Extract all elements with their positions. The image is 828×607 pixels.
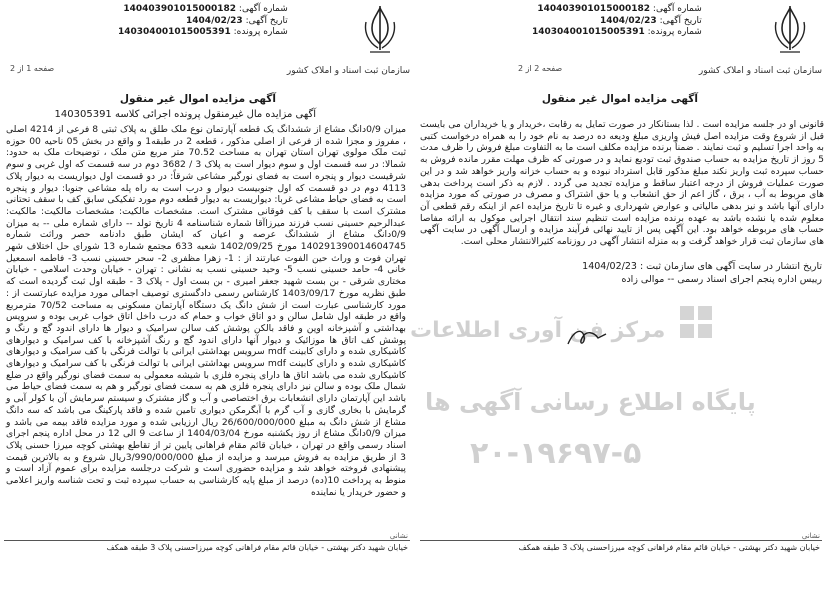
notice-date: 1404/02/23 bbox=[186, 15, 243, 26]
watermark-logo-icon bbox=[680, 306, 712, 338]
watermark-line-3: ۲۰-۱۹۶۹۷-۵ bbox=[470, 436, 642, 471]
notice-date-label: تاریخ آگهی: bbox=[659, 15, 702, 26]
iran-emblem-icon bbox=[356, 4, 404, 56]
notice-number-label: شماره آگهی: bbox=[238, 4, 288, 14]
notice-body bbox=[420, 119, 824, 248]
notice-number: 140403901015000182 bbox=[537, 4, 651, 14]
iran-emblem-icon bbox=[766, 4, 814, 56]
office-address: خیابان شهید دکتر بهشتی - خیابان قائم مقام فراهانی کوچه میرزاحسنی پلاک 3 طبقه همکف bbox=[106, 543, 408, 552]
address-tag: نشانی bbox=[801, 532, 820, 540]
file-number-label: شماره پرونده: bbox=[647, 27, 702, 37]
page-number: صفحه 1 از 2 bbox=[10, 64, 55, 73]
page-title: آگهی مزایده اموال غیر منقول bbox=[541, 93, 698, 105]
office-address: خیابان شهید دکتر بهشتی - خیابان قائم مقام فراهانی کوچه میرزاحسنی پلاک 3 طبقه همکف bbox=[518, 543, 820, 552]
org-name: سازمان ثبت اسناد و املاک کشور bbox=[698, 66, 822, 76]
org-name: سازمان ثبت اسناد و املاک کشور bbox=[286, 66, 410, 76]
body-paragraph: میزان 0/9دانگ مشاع از ششدانگ یک قطعه آپارتمان نوع ملک طلق به پلاک ثبتی 8 فرعی از 4214 اصلی ، مفروز و مجزا شده از فرعی از اصلی مذکور ، قطعه 2 در طبقه1 و واقع در بخش 05 ناحیه 00 حوزه ثبت ملک مولوی تهران استان تهران به مساحت 70.52 متر مربع متن ملک ، توضیحات ملک به حدود: شمالا: در سه قسمت اول و سوم دیوار است به پلاک 3 / 3682 دوم در سه قسمت که اول غربی و سوم شرقیست دیوار و پنجره است به فضای نورگیر مشاعی شرقاً: در دو قسمت اول دیواریست به دیوار پلاک 4113 دوم در دو قسمت که اول جنوبیست دیوار و درب است به راه پله مشاعی جنوبا: دیوار و پنجره است به فضای حیاط مشاعی غربا: دیواریست به دیوار قطعه دوم مورد تفکیکی سابق کف با سقف تحتانی مشترک است با سقف با کف فوقانی مشترک است. مشخصات مالکیت: مشخصات مالکیت: مالکیت: عبدالرحیم حسینی نسب فرزند میرزاآقا شماره شناسنامه 4 تاریخ تولد -- دارای شماره ملی -- به میزان 0/9دانگ مشاع از ششدانگ عرصه و اعیان که ایشان طبق دادنامه حصر وراثت شماره 140291390014604745 مورخ 1402/09/25 شعبه 633 مجتمع شماره 13 شورای حل اختلاف شهر تهران فوت و وراث حین الفوت عبارتند از : 1- زهرا مظفری 2- سحر حسینی نسب 3- فاطمه اسمعیل خانی 4- حامد حسینی نسب 5- وحید حسینی نسب به نشانی : تهران - خیابان وحدت اسلامی - خیابان مختاری شرقی - بن بست شهید جعفر امیری - بن بست اول - پلاک 3 - طبقه اول ثبت گردیده است که طبق نظریه مورخ 1403/09/17 کارشناس رسمی دادگستری توصیف اجمالی مورد مزایده عبارتست از : مورد کارشناسی عبارت است از شش دانگ یک دستگاه آپارتمان مسکونی به مساحت 70/52 مترمربع واقع در طبقه اول شامل سالن و دو اتاق خواب و حمام که درب داخل اتاق خواب غربی بوده و سرویس بهداشتی و آشپزخانه اوپن و فاقد بالکن پوشش کف سالن سرامیک و دیوار ها دارای اندود گچ و رنگ و پوشش کف اتاق ها موزائیک و دیوار آنها دارای اندود گچ و رنگ آشپزخانه با کف سرامیک و دیوارهای کاشیکاری شده و دارای کابینت mdf سرویس بهداشتی ایرانی با توالت فرنگی با کف سرامیک و دیوارهای کاشیکاری شده و دارای کابینت mdf سرویس بهداشتی ایرانی با توالت فرنگی با کف سرامیک و دیوارهای کاشیکاری شده می باشد اتاق ها دارای پنجره فلزی با شیشه معمولی به سمت فضای نورگیر واقع در ضلع شمال ملک بوده و سالن نیز دارای پنجره فلزی هم به سمت فضای نورگیر و هم به سمت فضای حیاط می باشد این آپارتمان دارای انشعابات برق اختصاصی و آب و گاز مشترک و سیستم سرمایش آن با کولر آبی و گرمایش با بخاری گازی و آب گرم با آبگرمکن دیواری تامین شده و فاقد پارکینگ می باشد که سه دانگ مشاع از شش دانگ به مبلغ 26/600/000/000 ریال ارزیابی شده و مورد مزایده فاقد بیمه می باشد و میزان 0/9دانگ مشاع از روز یکشنبه مورخ 1404/03/04 از ساعت 9 الی 12 در محل اداره پنجم اجرای اسناد رسمی واقع در تهران ، خیابان قائم مقام فراهانی پایین تر از تقاطع بهشتی کوچه میرزا حسنی پلاک 3 از طریق مزایده به فروش میرسد و مزایده از مبلغ 3/990/000/000ریال شروع و به بالاترین قیمت پیشنهادی فروخته خواهد شد و مزایده حضوری است و شرکت درجلسه مزایده برای عموم آزاد است و منوط به پرداخت 10(ده) درصد از مبلغ پایه کارشناسی به حساب سپرده ثبت و تحت شناسه واریز اعلامی و حضور خریدار یا نماینده bbox=[6, 124, 407, 498]
notice-meta bbox=[118, 4, 288, 39]
page-title: آگهی مزایده اموال غیر منقول bbox=[119, 93, 276, 105]
page-subtitle: آگهی مزایده مال غیرمنقول پرونده اجرائی کلاسه 140305391 bbox=[54, 109, 316, 120]
notice-meta bbox=[532, 4, 702, 39]
file-number-label: شماره پرونده: bbox=[233, 27, 288, 37]
watermark-line-1: مرکز فن آوری اطلاعات bbox=[410, 318, 666, 343]
file-number: 140304001015005391 bbox=[118, 27, 231, 37]
publish-date-line: تاریخ انتشار در سایت آگهی های سازمان ثبت : 1404/02/23 bbox=[582, 261, 822, 272]
notice-number-label: شماره آگهی: bbox=[652, 4, 702, 14]
page-number: صفحه 2 از 2 bbox=[518, 64, 563, 73]
signer-line: رییس اداره پنجم اجرای اسناد رسمی -- موالی زاده bbox=[621, 274, 822, 285]
body-paragraph: قانونی او در جلسه مزایده است . لذا بستانکار در صورت تمایل به رقابت ،خریدار و یا خریداران می بایست قبل از شروع وقت مزایده اصل فیش واریزی مبلغ ودیعه ده درصد به نام خود را به همراه درخواست کتبی به واحد اجرا تسلیم و ثبت نمایند . ضمناً برنده مزایده مکلف است ما به التفاوت مبلغ فروش را ظرف مدت 5 روز از تاریخ مزایده به حساب صندوق ثبت تودیع نماید و در صورتی که ظرف مهلت مقرر مانده فروش به حساب سپرده ثبت واریز نکند مبلغ مذکور قابل استرداد نبوده و به حساب خزانه واریز خواهد شد و در این صورت عملیات فروش از درجه اعتبار ساقط و مزایده تجدید می گردد . لازم به ذکر است پرداخت بدهی های مربوط به آب ، برق ، گاز اعم از حق انشعاب و یا حق اشتراک و مصرف در صورتی که مورد مزایده دارای آنها باشد و نیز بدهی مالیاتی و عوارض شهرداری و غیره تا تاریخ مزایده اعم از اینکه رقم قطعی آن معلوم شده یا نشده باشد به عهده برنده مزایده است تنظیم سند انتقال اجرایی موکول به ارائه مفاصا حساب های مربوطه خواهد بود. این آگهی پس از تایید نهائی فرآیند مزایده و ارسال آگهی در سایت آگهی های سازمان ثبت قرار خواهد گرفت و به منزله انتشار آگهی در روزنامه کثیرالانتشار محلی است. bbox=[420, 119, 824, 248]
notice-number: 140403901015000182 bbox=[123, 4, 237, 14]
footer-divider bbox=[420, 540, 822, 541]
notice-date: 1404/02/23 bbox=[600, 15, 657, 26]
watermark-line-2: پایگاه اطلاع رسانی آگهی ها bbox=[425, 388, 756, 416]
publish-footer bbox=[582, 260, 822, 286]
footer-divider bbox=[4, 540, 410, 541]
notice-date-label: تاریخ آگهی: bbox=[245, 15, 288, 26]
address-tag: نشانی bbox=[389, 532, 408, 540]
notice-body bbox=[6, 124, 406, 499]
file-number: 140304001015005391 bbox=[532, 27, 645, 37]
